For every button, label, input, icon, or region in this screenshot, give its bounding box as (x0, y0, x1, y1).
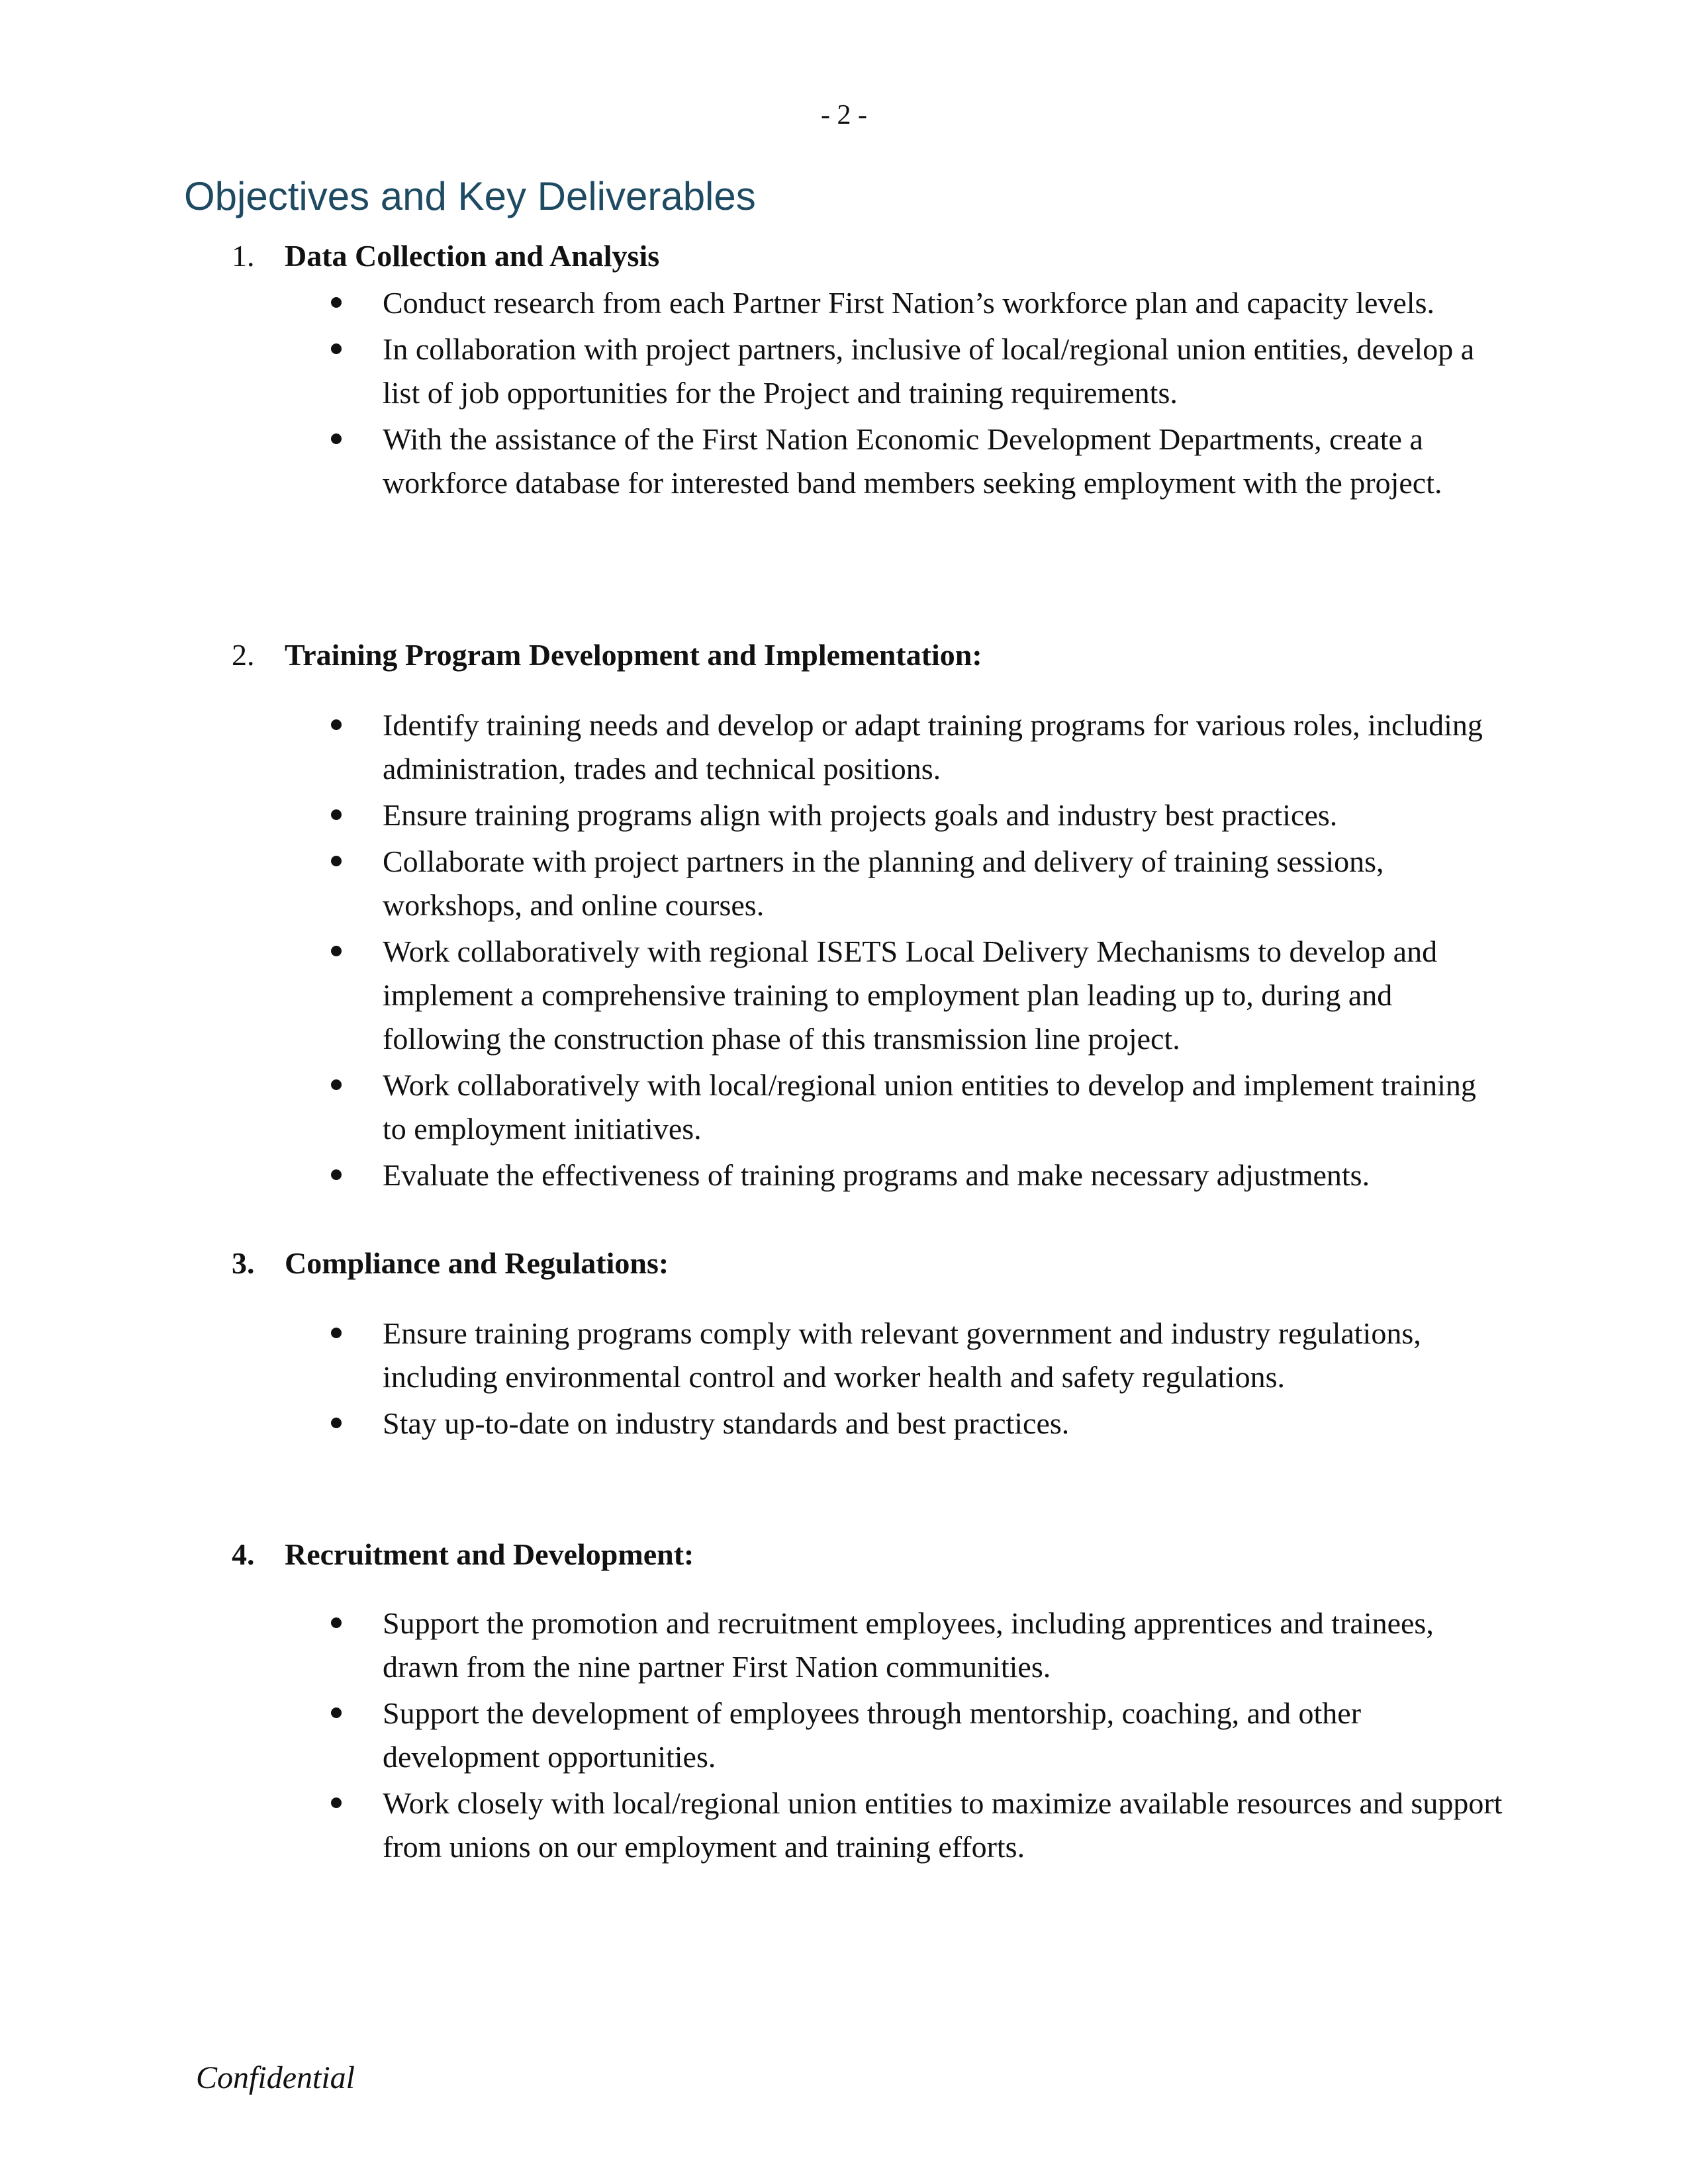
bullet-list-compliance (324, 1312, 1503, 1448)
list-item (324, 328, 1503, 415)
list-item-text: Evaluate the effectiveness of training programs and make necessary adjustments. (383, 1158, 1370, 1192)
section-title-training-program (232, 637, 982, 672)
list-item (324, 794, 1503, 837)
bullet-icon (331, 1328, 342, 1338)
page-heading: Objectives and Key Deliverables (184, 174, 756, 218)
section-number: 2. (232, 638, 255, 672)
section-title-compliance (232, 1246, 669, 1281)
list-item-text: Stay up-to-date on industry standards and best practices. (383, 1406, 1070, 1440)
list-item-text: Work collaboratively with regional ISETS Local Delivery Mechanisms to develop and implement a comprehensive training to employment plan leading up to, during and following the construction phase of this transmission line project. (383, 934, 1438, 1056)
section-title-text: Compliance and Regulations: (285, 1246, 669, 1280)
footer-confidential: Confidential (196, 2060, 355, 2095)
bullet-icon (331, 1418, 342, 1428)
list-item-text: Identify training needs and develop or adapt training programs for various roles, including administration, trades and technical positions. (383, 708, 1483, 786)
section-title-recruitment (232, 1537, 694, 1572)
section-number: 4. (232, 1537, 255, 1571)
list-item-text: Work closely with local/regional union entities to maximize available resources and support from unions on our employment and training efforts. (383, 1786, 1503, 1864)
bullet-icon (331, 946, 342, 956)
bullet-icon (331, 297, 342, 308)
list-item-text: Collaborate with project partners in the planning and delivery of training sessions, workshops, and online courses. (383, 844, 1384, 922)
list-item-text: In collaboration with project partners, inclusive of local/regional union entities, develop a list of job opportunities for the Project and training requirements. (383, 332, 1475, 410)
section-number: 3. (232, 1246, 255, 1280)
list-item (324, 1782, 1503, 1869)
list-item (324, 281, 1503, 325)
bullet-icon (331, 1617, 342, 1628)
section-title-text: Data Collection and Analysis (285, 239, 660, 273)
list-item-text: Ensure training programs comply with relevant government and industry regulations, including environmental control and worker health and safety regulations. (383, 1316, 1421, 1394)
list-item (324, 418, 1503, 505)
page-number: - 2 - (821, 100, 867, 130)
bullet-icon (331, 1797, 342, 1808)
list-item (324, 1064, 1503, 1151)
bullet-icon (331, 343, 342, 354)
section-number: 1. (232, 239, 255, 273)
bullet-icon (331, 1169, 342, 1180)
bullet-list-data-collection (324, 281, 1503, 508)
list-item (324, 840, 1503, 927)
section-title-text: Training Program Development and Implementation: (285, 638, 982, 672)
section-title-text: Recruitment and Development: (285, 1537, 694, 1571)
list-item-text: Work collaboratively with local/regional union entities to develop and implement training to employment initiatives. (383, 1068, 1476, 1146)
list-item (324, 930, 1503, 1061)
bullet-icon (331, 1707, 342, 1718)
list-item (324, 1312, 1503, 1399)
bullet-icon (331, 719, 342, 730)
list-item-text: Support the promotion and recruitment employees, including apprentices and trainees, drawn from the nine partner First Nation communities. (383, 1606, 1434, 1684)
bullet-icon (331, 809, 342, 820)
list-item (324, 1692, 1503, 1779)
bullet-icon (331, 856, 342, 866)
bullet-list-recruitment (324, 1602, 1503, 1872)
list-item (324, 1602, 1503, 1689)
list-item-text: Support the development of employees through mentorship, coaching, and other development opportunities. (383, 1696, 1362, 1774)
list-item-text: Ensure training programs align with projects goals and industry best practices. (383, 798, 1338, 832)
list-item (324, 1402, 1503, 1445)
list-item-text: With the assistance of the First Nation Economic Development Departments, create a workforce database for interested band members seeking employment with the project. (383, 422, 1442, 500)
bullet-icon (331, 1079, 342, 1090)
list-item (324, 704, 1503, 791)
list-item-text: Conduct research from each Partner First Nation’s workforce plan and capacity levels. (383, 286, 1434, 320)
section-title-data-collection (232, 238, 659, 273)
bullet-list-training-program (324, 704, 1503, 1200)
bullet-icon (331, 433, 342, 444)
list-item (324, 1154, 1503, 1197)
